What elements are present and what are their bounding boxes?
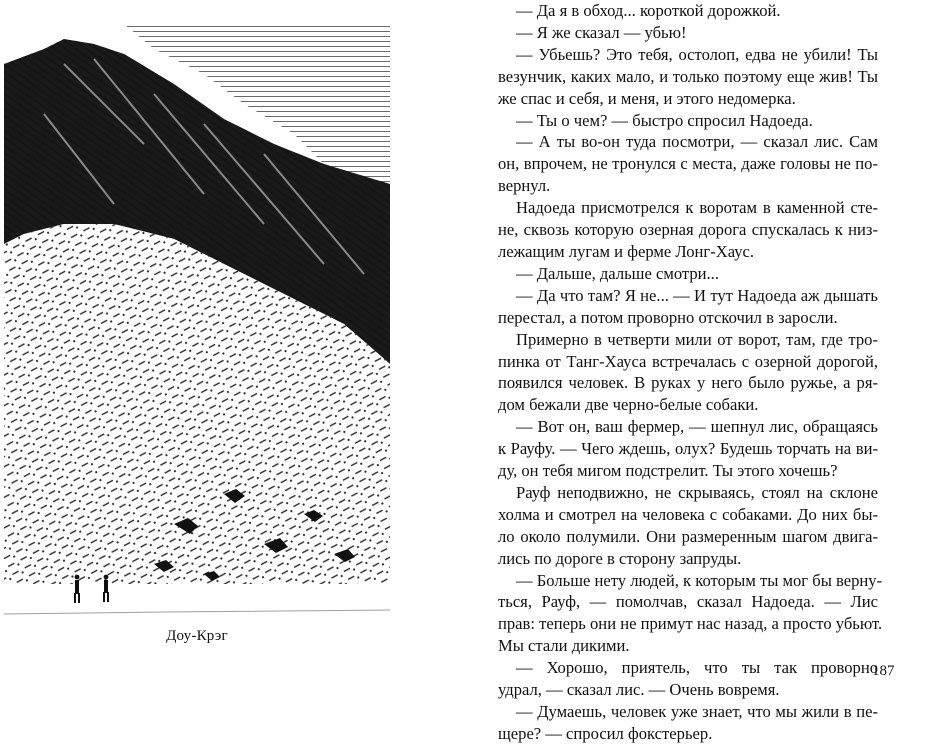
text-line: везунчик, каких мало, и только поэтому еще жив! Ты — [498, 66, 878, 86]
text-line: — Да я в обход... короткой дорожкой. — [516, 1, 781, 20]
text-line: Примерно в четверти мили от ворот, там, где тро- — [516, 329, 878, 349]
text-line: не, сквозь которую озерная дорога спускалась к низ- — [498, 220, 878, 240]
text-line: появился человек. В руках у него было ружье, а ря- — [498, 373, 878, 393]
text-line: ло около полумили. Они размеренным шагом двига- — [498, 526, 878, 546]
text-line: щере? — спросил фокстерьер. — [498, 723, 713, 743]
mountain-engraving-illustration — [4, 24, 390, 616]
text-line: он, впрочем, не тронулся с места, даже головы не по- — [498, 154, 878, 174]
text-line: лежащим лугам и ферме Лонг-Хаус. — [498, 241, 755, 261]
text-line: перестал, а потом проворно отскочил в заросли. — [498, 307, 838, 327]
text-line: — Да что там? Я не... — И тут Надоеда аж дышать — [516, 285, 878, 305]
left-page — [0, 0, 440, 684]
text-line: — Убьешь? Это тебя, остолоп, едва не убили! Ты — [516, 44, 878, 64]
mountain-engraving-icon — [4, 24, 390, 616]
text-line: ться, Рауф, — помолчав, сказал Надоеда. — Лис — [498, 592, 878, 612]
text-line: Рауф неподвижно, не скрываясь, стоял на склоне — [516, 482, 878, 502]
text-line: Мы стали дикими. — [498, 636, 630, 656]
text-line: ду, он тебя мигом подстрелит. Ты этого хочешь? — [498, 461, 838, 481]
text-line: — А ты во-он туда посмотри, — сказал лис. Сам — [516, 132, 878, 152]
text-line: — Больше нету людей, к которым ты мог бы верну- — [516, 570, 883, 590]
text-line: — Я же сказал — убью! — [516, 22, 687, 42]
text-line: пинка от Танг-Хауса встречалась с озерной дорогой, — [498, 351, 878, 371]
text-line: Надоеда присмотрелся к воротам в каменной сте- — [516, 198, 878, 218]
right-page — [440, 0, 895, 743]
body-text — [498, 0, 883, 745]
text-line: — Ты о чем? — быстро спросил Надоеда. — [516, 110, 813, 130]
text-line: вернул. — [498, 176, 551, 196]
text-line: — Думаешь, человек уже знает, что мы жили в пе- — [516, 702, 878, 721]
text-line: к Рауфу. — Чего ждешь, олух? Будешь торчать на ви- — [498, 439, 878, 459]
text-line: же спас и себя, и меня, и этого недомерка. — [498, 88, 796, 108]
text-line: — Вот он, ваш фермер, — шепнул лис, обращаясь — [516, 417, 878, 437]
text-line: — Дальше, дальше смотри... — [516, 263, 719, 283]
text-line: удрал, — сказал лис. — Очень вовремя. — [498, 680, 780, 700]
text-line: — Хорошо, приятель, что ты так проворно — [516, 658, 878, 678]
text-line: прав: теперь они не примут нас назад, а просто убьют. — [498, 614, 883, 634]
illustration-caption: Доу-Крэг — [166, 628, 228, 644]
text-line: холма и смотрел на человека с собаками. До них бы- — [498, 504, 878, 524]
text-line: лись по дороге в сторону запруды. — [498, 548, 742, 568]
page-number: 187 — [872, 663, 895, 679]
text-line: дом бежали две черно-белые собаки. — [498, 395, 759, 415]
